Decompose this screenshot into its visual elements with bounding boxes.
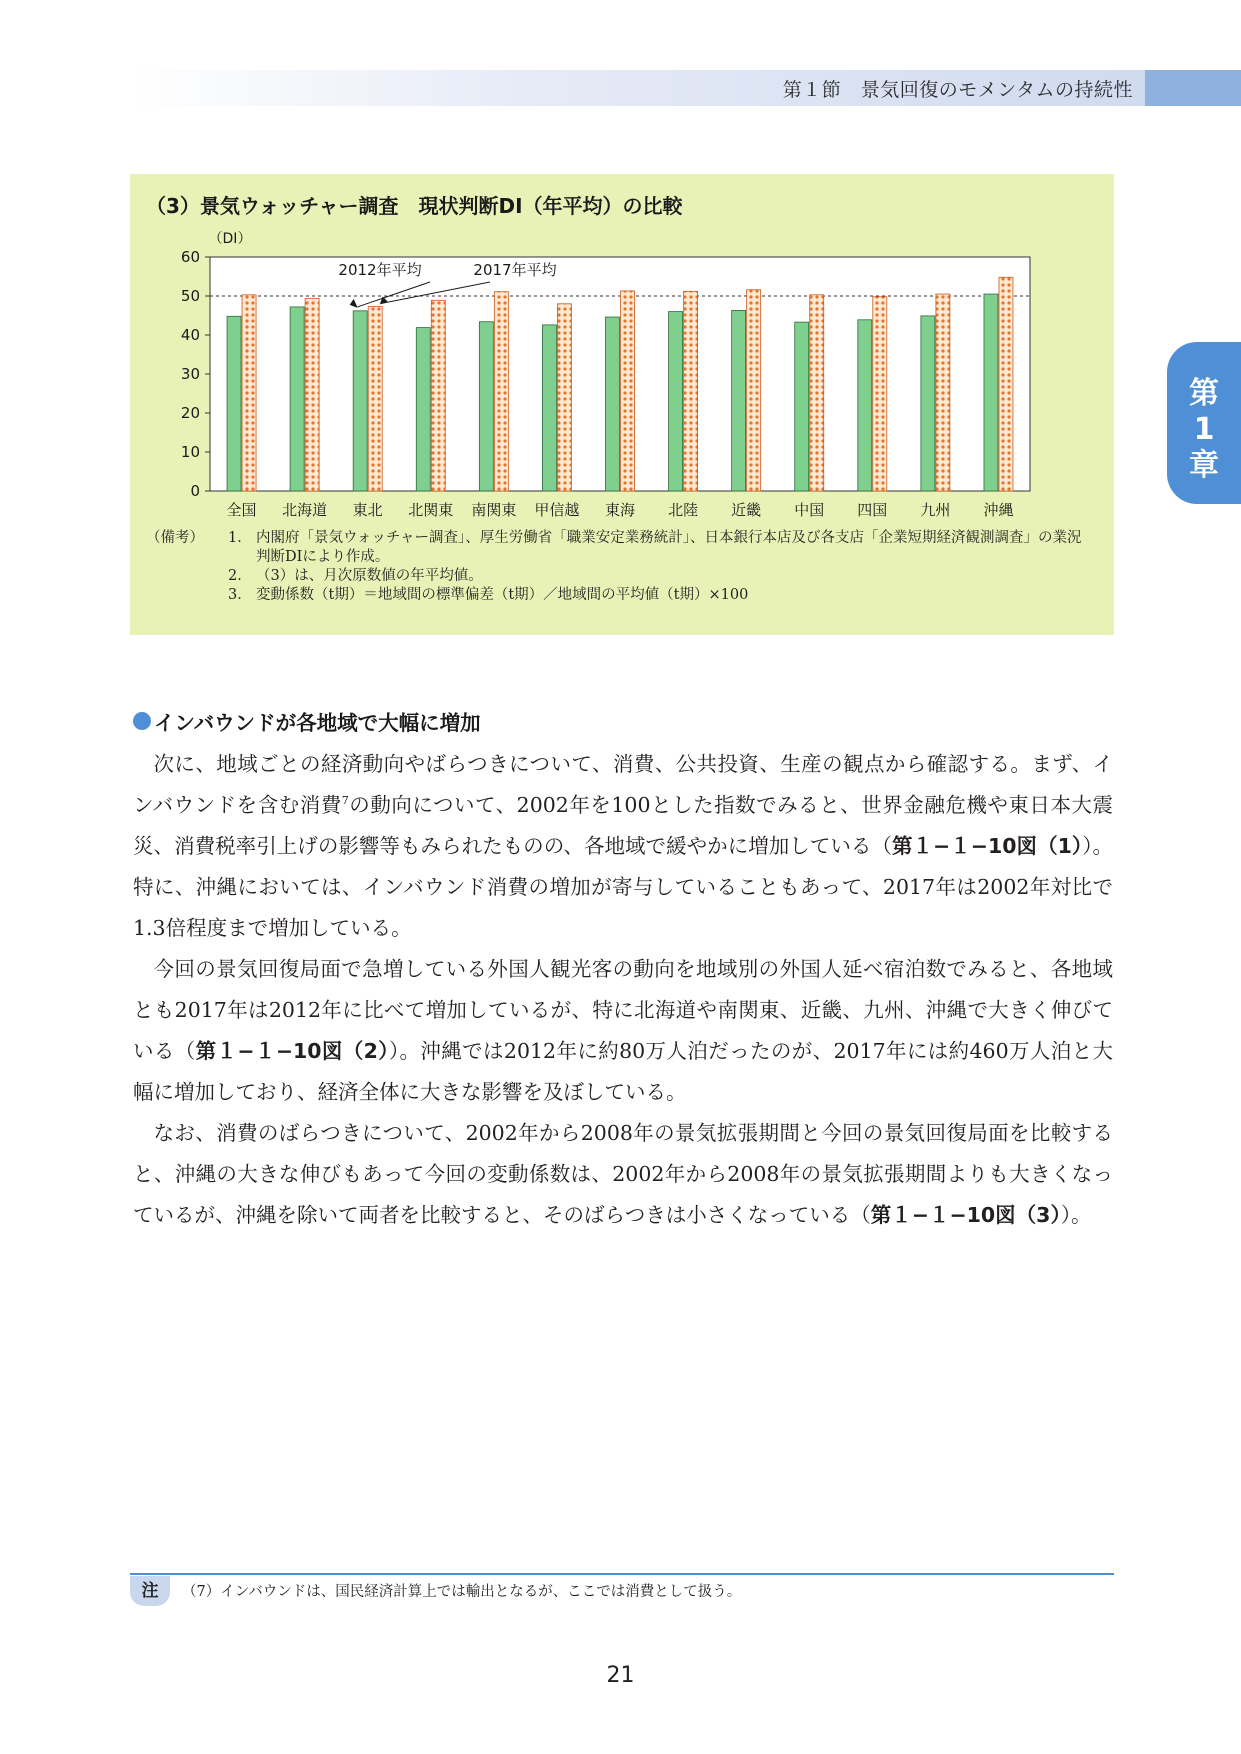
paragraph-text: 今回の景気回復局面で急増している外国人観光客の動向を地域別の外国人延べ宿泊数でみると、各地域とも2017年は2012年に比べて増加しているが、特に北海道や南関東、近畿、九州、沖縄で大きく伸びている（ (133, 957, 1113, 1063)
y-axis-label: （DI） (208, 231, 252, 247)
figure-reference: 第１−１−10図（2） (195, 1039, 389, 1063)
paragraph-text: ）。沖縄では2012年に約80万人泊だったのが、2017年には約460万人泊と大幅に増加しており、経済全体に大きな影響を及ぼしている。 (133, 1039, 1113, 1104)
paragraph-text: ）。 (1060, 1203, 1092, 1227)
y-tick-label: 40 (180, 326, 200, 344)
bar-chart (130, 174, 1114, 534)
bar-2017 (621, 291, 635, 491)
annotation-2012: 2012年平均 (338, 261, 422, 279)
bar-2017 (684, 291, 698, 491)
bar-2012 (606, 317, 620, 491)
x-tick-label: 全国 (226, 501, 257, 519)
y-tick-label: 0 (190, 482, 200, 500)
x-tick-label: 東北 (352, 501, 383, 519)
section-heading-text: インバウンドが各地域で大幅に増加 (154, 711, 481, 735)
x-tick-label: 中国 (794, 501, 825, 519)
bar-2012 (353, 311, 367, 491)
footnote-text: （7）インバウンドは、国民経済計算上では輸出となるが、ここでは消費として扱う。 (182, 1584, 742, 1600)
bar-2017 (810, 295, 824, 491)
section-title: 第１節 景気回復のモメンタムの持続性 (782, 79, 1133, 101)
bar-2012 (542, 325, 556, 491)
bar-2012 (795, 322, 809, 491)
y-tick-label: 60 (180, 248, 200, 266)
figure-notes (146, 529, 1086, 605)
paragraph-text: なお、消費のばらつきについて、2002年から2008年の景気拡張期間と今回の景気回復局面を比較すると、沖縄の大きな伸びもあって今回の変動係数は、2002年から2008年の景気拡張期間よりも大きくなっているが、沖縄を除いて両者を比較すると、そのばらつきは小さくなっている（ (133, 1121, 1113, 1227)
annotation-2017: 2017年平均 (473, 261, 557, 279)
x-tick-label: 九州 (920, 501, 951, 519)
bar-2017 (494, 292, 508, 491)
chapter-tab-line3: 章 (1189, 448, 1219, 483)
figure-box (130, 174, 1114, 635)
y-tick-label: 10 (180, 443, 200, 461)
chart-title: （3）景気ウォッチャー調査 現状判断DI（年平均）の比較 (146, 194, 683, 218)
bar-2017 (431, 300, 445, 491)
header-color-block (1145, 70, 1241, 106)
bar-2012 (858, 320, 872, 491)
note-text: （3）は、月次原数値の年平均値。 (256, 568, 483, 584)
bar-2012 (227, 316, 241, 491)
plot-area (210, 257, 1030, 491)
page-number: 21 (606, 1663, 635, 1688)
bar-2012 (732, 310, 746, 491)
bar-2012 (669, 312, 683, 491)
note-number: 2． (228, 568, 252, 584)
paragraph-text: の動向について、2002年を100とした指数でみると、世界金融危機や東日本大震災、消費税率引上げの影響等もみられたものの、各地域で緩やかに増加している（ (133, 793, 1113, 858)
x-tick-label: 東海 (604, 501, 636, 519)
x-tick-label: 四国 (857, 501, 888, 519)
note-text: 内閣府「景気ウォッチャー調査」、厚生労働省「職業安定業務統計」、日本銀行本店及び各支店「企業短期経済観測調査」の業況判断DIにより作成。 (256, 530, 1082, 565)
x-tick-label: 沖縄 (983, 501, 1014, 519)
notes-label: （備考） (146, 530, 204, 546)
x-tick-label: 近畿 (731, 501, 762, 519)
bar-2012 (416, 328, 430, 491)
bar-2017 (873, 297, 887, 491)
bullet-icon (133, 712, 151, 730)
footnote-ref[interactable]: 7 (341, 794, 349, 808)
x-tick-label: 南関東 (471, 501, 517, 519)
paragraph (133, 949, 1113, 1113)
chapter-tab-line1: 第 (1189, 376, 1219, 411)
y-tick-label: 50 (180, 287, 200, 305)
x-tick-label: 北関東 (408, 501, 454, 519)
bar-2017 (368, 307, 382, 491)
note-text: 変動係数（t期）＝地域間の標準偏差（t期）／地域間の平均値（t期）×100 (256, 587, 749, 603)
x-tick-label: 北海道 (282, 501, 328, 519)
running-header (130, 70, 1241, 106)
footnote-rule (130, 1573, 1114, 1575)
bar-2012 (921, 316, 935, 491)
paragraph-text: ）。特に、沖縄においては、インバウンド消費の増加が寄与していることもあって、2017年は2002年対比で1.3倍程度まで増加している。 (133, 834, 1113, 940)
x-tick-label: 甲信越 (534, 501, 580, 519)
bar-2017 (305, 298, 319, 491)
bar-2017 (242, 295, 256, 491)
bar-2012 (984, 294, 998, 491)
figure-reference: 第１−１−10図（3） (870, 1203, 1061, 1227)
bar-2017 (557, 304, 571, 491)
chapter-tab (1167, 342, 1241, 504)
bar-2017 (936, 294, 950, 491)
figure-reference: 第１−１−10図（1） (891, 834, 1083, 858)
paragraph-text: 次に、地域ごとの経済動向やばらつきについて、消費、公共投資、生産の観点から確認する。まず、インバウンドを含む消費 (133, 752, 1113, 817)
note-number: 3． (228, 587, 252, 603)
paragraph (133, 1113, 1113, 1236)
bar-2017 (747, 290, 761, 491)
x-tick-label: 北陸 (668, 501, 699, 519)
y-tick-label: 30 (180, 365, 200, 383)
bar-2012 (290, 307, 304, 491)
section-heading (133, 706, 481, 736)
body-text (133, 744, 1113, 1236)
footnote-badge: 注 (130, 1576, 170, 1606)
bar-2012 (479, 322, 493, 491)
bar-2017 (999, 277, 1013, 491)
note-number: 1． (228, 530, 252, 546)
y-tick-label: 20 (180, 404, 200, 422)
chapter-tab-line2: 1 (1193, 412, 1215, 447)
paragraph (133, 744, 1113, 949)
